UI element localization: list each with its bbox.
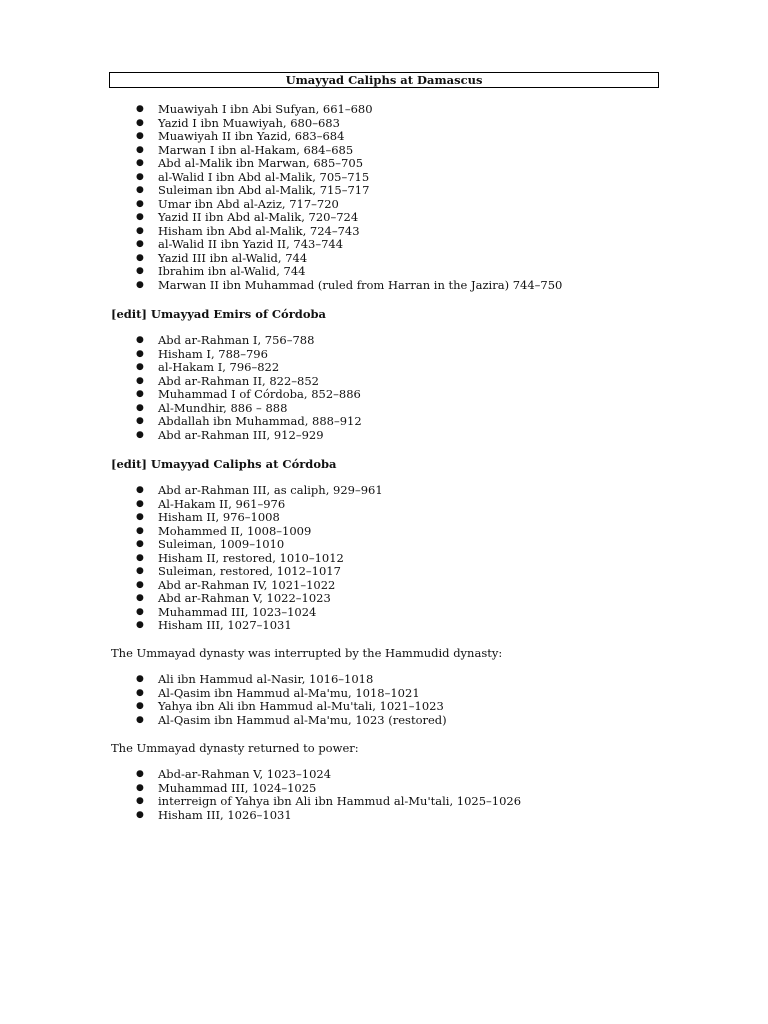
list-item <box>0 673 447 687</box>
bullet-icon: ● <box>136 158 144 168</box>
list-item <box>0 348 362 362</box>
list-item <box>0 238 562 252</box>
list-item-text: Mohammed II, 1008–1009 <box>158 523 312 538</box>
list-item-text: Marwan II ibn Muhammad (ruled from Harran in the Jazira) 744–750 <box>158 277 563 292</box>
list-item <box>0 700 447 714</box>
bullet-icon: ● <box>136 593 144 603</box>
list-item <box>0 484 383 498</box>
list-item <box>0 429 362 443</box>
bullet-icon: ● <box>136 389 144 399</box>
list-item <box>0 334 362 348</box>
list-item <box>0 415 362 429</box>
list-item <box>0 117 562 131</box>
bullet-icon: ● <box>136 239 144 249</box>
list-item-text: Al-Qasim ibn Hammud al-Ma'mu, 1023 (restored) <box>158 712 447 727</box>
list-item-text: Abd ar-Rahman III, 912–929 <box>158 427 324 442</box>
bullet-icon: ● <box>136 104 144 114</box>
list-item <box>0 565 383 579</box>
bullet-icon: ● <box>136 416 144 426</box>
bullet-icon: ● <box>136 498 144 509</box>
bullet-icon: ● <box>136 782 144 793</box>
list-item <box>0 687 447 701</box>
damascus-caliphs-list <box>0 103 562 292</box>
bullet-icon: ● <box>136 429 144 440</box>
list-item-text: Suleiman, 1009–1010 <box>158 537 285 551</box>
list-item <box>0 795 521 809</box>
bullet-icon: ● <box>136 266 144 276</box>
bullet-icon: ● <box>136 552 144 563</box>
list-item <box>0 130 562 144</box>
list-item-text: Hisham II, 976–1008 <box>158 510 280 524</box>
bullet-icon: ● <box>136 714 144 725</box>
list-item <box>0 606 383 620</box>
list-item-text: Muawiyah I ibn Abi Sufyan, 661–680 <box>158 102 373 116</box>
list-item-text: Suleiman ibn Abd al-Malik, 715–717 <box>158 183 370 197</box>
bullet-icon: ● <box>136 131 144 141</box>
list-item-text: al-Hakam I, 796–822 <box>158 360 280 374</box>
list-item <box>0 184 562 198</box>
list-item <box>0 361 362 375</box>
list-item-text: Hisham III, 1026–1031 <box>158 807 292 822</box>
list-item-text: Suleiman, restored, 1012–1017 <box>158 564 341 578</box>
bullet-icon: ● <box>136 375 144 386</box>
list-item-text: al-Walid I ibn Abd al-Malik, 705–715 <box>158 169 370 184</box>
bullet-icon: ● <box>136 539 144 549</box>
list-item-text: Yazid II ibn Abd al-Malik, 720–724 <box>158 210 359 224</box>
caliphs-cordoba-list <box>0 484 383 633</box>
bullet-icon: ● <box>136 171 144 182</box>
list-item-text: Abd ar-Rahman IV, 1021–1022 <box>158 577 336 592</box>
bullet-icon: ● <box>136 796 144 806</box>
list-item <box>0 619 383 633</box>
list-item-text: Marwan I ibn al-Hakam, 684–685 <box>158 142 354 157</box>
list-item-text: Muhammad III, 1024–1025 <box>158 780 317 795</box>
list-item-text: interreign of Yahya ibn Ali ibn Hammud al-Mu'tali, 1025–1026 <box>158 794 522 808</box>
list-item <box>0 511 383 525</box>
bullet-icon: ● <box>136 252 144 263</box>
page-title: Umayyad Caliphs at Damascus <box>109 72 659 88</box>
bullet-icon: ● <box>136 701 144 711</box>
bullet-icon: ● <box>136 279 144 290</box>
list-item-text: Abd ar-Rahman II, 822–852 <box>158 373 319 388</box>
list-item <box>0 714 447 728</box>
bullet-icon: ● <box>136 402 144 413</box>
emirs-cordoba-list <box>0 334 362 442</box>
list-item-text: Yazid I ibn Muawiyah, 680–683 <box>158 115 340 130</box>
list-item-text: al-Walid II ibn Yazid II, 743–744 <box>158 237 344 251</box>
bullet-icon: ● <box>136 362 144 372</box>
list-item <box>0 388 362 402</box>
emirs-cordoba-heading: [edit] Umayyad Emirs of Córdoba <box>111 307 326 321</box>
list-item-text: Abd ar-Rahman III, as caliph, 929–961 <box>158 483 383 497</box>
list-item <box>0 144 562 158</box>
bullet-icon: ● <box>136 579 144 590</box>
bullet-icon: ● <box>136 674 144 684</box>
hammudid-list <box>0 673 447 727</box>
bullet-icon: ● <box>136 620 144 630</box>
list-item-text: Hisham II, restored, 1010–1012 <box>158 550 344 565</box>
bullet-icon: ● <box>136 348 144 359</box>
list-item <box>0 103 562 117</box>
list-item <box>0 375 362 389</box>
list-item <box>0 265 562 279</box>
list-item <box>0 592 383 606</box>
bullet-icon: ● <box>136 687 144 698</box>
list-item-text: Umar ibn Abd al-Aziz, 717–720 <box>158 196 339 211</box>
list-item-text: Abd ar-Rahman I, 756–788 <box>158 333 315 347</box>
list-item-text: Al-Qasim ibn Hammud al-Ma'mu, 1018–1021 <box>158 685 420 700</box>
list-item <box>0 157 562 171</box>
list-item-text: Abdallah ibn Muhammad, 888–912 <box>158 414 362 428</box>
list-item-text: Muhammad I of Córdoba, 852–886 <box>158 387 361 401</box>
bullet-icon: ● <box>136 117 144 128</box>
bullet-icon: ● <box>136 809 144 820</box>
bullet-icon: ● <box>136 335 144 345</box>
bullet-icon: ● <box>136 198 144 209</box>
list-item-text: Abd al-Malik ibn Marwan, 685–705 <box>158 156 364 170</box>
interrupted-paragraph: The Ummayad dynasty was interrupted by the Hammudid dynasty: <box>111 646 503 660</box>
bullet-icon: ● <box>136 225 144 236</box>
caliphs-cordoba-heading: [edit] Umayyad Caliphs at Córdoba <box>111 457 337 471</box>
list-item <box>0 171 562 185</box>
list-item-text: Ibrahim ibn al-Walid, 744 <box>158 264 306 278</box>
list-item <box>0 782 521 796</box>
list-item <box>0 252 562 266</box>
list-item-text: Muawiyah II ibn Yazid, 683–684 <box>158 129 345 143</box>
list-item-text: Abd ar-Rahman V, 1022–1023 <box>158 591 331 605</box>
list-item-text: Hisham III, 1027–1031 <box>158 618 292 632</box>
list-item <box>0 211 562 225</box>
list-item-text: Yahya ibn Ali ibn Hammud al-Mu'tali, 1021–1023 <box>158 699 444 713</box>
bullet-icon: ● <box>136 606 144 617</box>
returned-list <box>0 768 521 822</box>
list-item <box>0 498 383 512</box>
list-item-text: Al-Mundhir, 886 – 888 <box>158 400 288 415</box>
list-item-text: Hisham I, 788–796 <box>158 346 268 361</box>
bullet-icon: ● <box>136 144 144 155</box>
bullet-icon: ● <box>136 512 144 522</box>
list-item <box>0 768 521 782</box>
list-item <box>0 809 521 823</box>
list-item <box>0 552 383 566</box>
list-item <box>0 225 562 239</box>
bullet-icon: ● <box>136 769 144 779</box>
returned-paragraph: The Ummayad dynasty returned to power: <box>111 741 359 755</box>
list-item-text: Muhammad III, 1023–1024 <box>158 604 317 619</box>
list-item <box>0 402 362 416</box>
list-item <box>0 279 562 293</box>
bullet-icon: ● <box>136 566 144 576</box>
list-item-text: Ali ibn Hammud al-Nasir, 1016–1018 <box>158 672 374 686</box>
list-item <box>0 538 383 552</box>
list-item-text: Abd-ar-Rahman V, 1023–1024 <box>158 767 332 781</box>
list-item-text: Yazid III ibn al-Walid, 744 <box>158 250 308 265</box>
list-item <box>0 198 562 212</box>
list-item-text: Al-Hakam II, 961–976 <box>158 496 286 511</box>
list-item-text: Hisham ibn Abd al-Malik, 724–743 <box>158 223 360 238</box>
bullet-icon: ● <box>136 485 144 495</box>
list-item <box>0 525 383 539</box>
bullet-icon: ● <box>136 525 144 536</box>
bullet-icon: ● <box>136 185 144 195</box>
list-item <box>0 579 383 593</box>
bullet-icon: ● <box>136 212 144 222</box>
